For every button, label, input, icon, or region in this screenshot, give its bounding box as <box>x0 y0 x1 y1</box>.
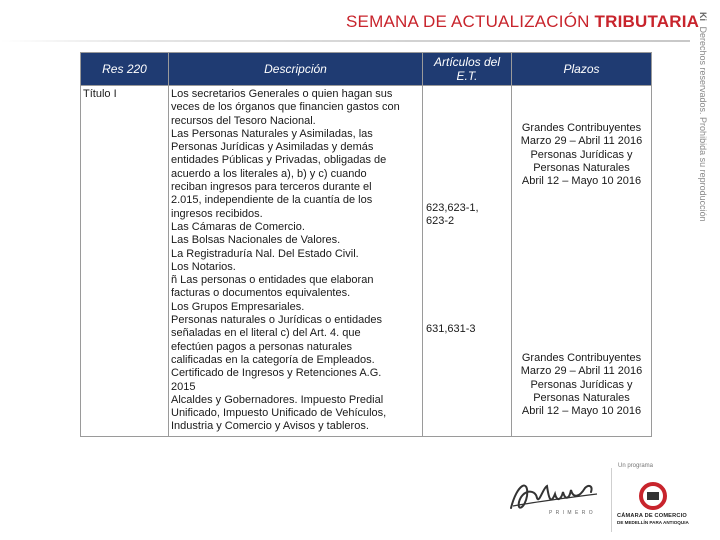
cell-plazos <box>512 86 652 437</box>
plazos-group-2 <box>512 352 651 418</box>
descripcion-line: Los secretarios Generales o quien hagan sus <box>171 88 393 100</box>
logo-divider <box>611 468 612 532</box>
rights-notice-mark: Ki <box>698 12 708 21</box>
afiliados-logo <box>505 474 605 525</box>
header-divider <box>0 40 690 42</box>
descripcion-line: Alcaldes y Gobernadores. Impuesto Predial <box>171 393 384 406</box>
descripcion-line: Las Cámaras de Comercio. <box>171 220 305 233</box>
chamber-name: CÁMARA DE COMERCIO <box>617 513 687 519</box>
descripcion-line: calificadas en la categoría de Empleados. <box>171 353 375 366</box>
articulos-line: 623,623-1, <box>426 202 479 214</box>
chamber-subtitle: DE MEDELLÍN PARA ANTIOQUIA <box>617 520 689 525</box>
page-title-bold: TRIBUTARIA <box>594 12 700 31</box>
sponsor-label: Un programa <box>618 463 654 469</box>
descripcion-line: 2.015, independiente de la cuantía de los <box>171 194 373 207</box>
descripcion-line: señaladas en el literal c) del Art. 4. que <box>171 327 361 340</box>
chamber-emblem-icon <box>618 472 688 512</box>
plazos-line: Personas Jurídicas y <box>530 378 633 391</box>
articulos-line: 631,631-3 <box>426 323 476 335</box>
plazos-line: Personas Jurídicas y <box>530 148 633 161</box>
cell-descripcion <box>169 86 423 437</box>
plazos-line: Marzo 29 – Abril 11 2016 <box>520 135 643 148</box>
descripcion-line: Las Personas Naturales y Asimiladas, las <box>171 127 373 140</box>
afiliados-signature-icon <box>505 474 605 520</box>
plazos-line: Personas Naturales <box>533 161 630 174</box>
descripcion-line: Certificado de Ingresos y Retenciones A.G. <box>171 367 382 380</box>
descripcion-line: 2015 <box>171 380 196 393</box>
plazos-group-1 <box>512 122 651 188</box>
table-row <box>81 86 652 437</box>
chamber-logo <box>618 472 688 517</box>
descripcion-line: recursos del Tesoro Nacional. <box>171 114 316 127</box>
plazos-line: Grandes Contribuyentes <box>521 352 642 364</box>
emblem-core <box>647 492 659 500</box>
descripcion-line: Industria y Comercio y Avisos y tableros. <box>171 420 369 433</box>
descripcion-line: ingresos recibidos. <box>171 207 263 220</box>
descripcion-line: Personas naturales o Jurídicas o entidades <box>171 314 382 327</box>
descripcion-line: ñ Las personas o entidades que elaboran <box>171 274 374 287</box>
plazos-line: Personas Naturales <box>533 391 630 404</box>
descripcion-line: veces de los órganos que financien gastos con <box>171 101 400 114</box>
signature-subtext: P R I M E R O <box>549 510 594 516</box>
table-header-row <box>81 53 652 86</box>
plazos-line: Abril 12 – Mayo 10 2016 <box>521 405 642 418</box>
plazos-line: Marzo 29 – Abril 11 2016 <box>520 365 643 378</box>
header-articulos: Artículos del E.T. <box>423 53 512 86</box>
plazos-line: Abril 12 – Mayo 10 2016 <box>521 175 642 188</box>
articulos-group-1 <box>426 202 508 229</box>
page-title <box>346 12 699 32</box>
descripcion-line: reciban ingresos para terceros durante el <box>171 181 372 194</box>
descripcion-line: Los Grupos Empresariales. <box>171 300 305 313</box>
page-title-regular: SEMANA DE ACTUALIZACIÓN <box>346 12 590 31</box>
cell-articulos <box>423 86 512 437</box>
descripcion-line: facturas o documentos equivalentes. <box>171 287 351 300</box>
plazos-line: Grandes Contribuyentes <box>521 122 642 134</box>
descripcion-line: acuerdo a los literales a), b) y c) cuando <box>171 167 367 180</box>
rights-notice <box>698 12 708 222</box>
cell-res: Título I <box>81 86 169 437</box>
articulos-line: 623-2 <box>426 215 455 228</box>
descripcion-line: Personas Jurídicas y Asimiladas y demás <box>171 141 374 154</box>
header-plazos: Plazos <box>512 53 652 86</box>
obligations-table <box>80 52 652 437</box>
articulos-group-2 <box>426 323 508 336</box>
header-descripcion: Descripción <box>169 53 423 86</box>
descripcion-line: efectúen pagos a personas naturales <box>171 340 353 353</box>
descripcion-lines <box>171 88 420 434</box>
descripcion-line: Los Notarios. <box>171 260 236 273</box>
header-res: Res 220 <box>81 53 169 86</box>
descripcion-line: entidades Públicas y Privadas, obligadas de <box>171 154 387 167</box>
descripcion-line: Las Bolsas Nacionales de Valores. <box>171 234 341 247</box>
rights-notice-text: Derechos reservados. Prohibida su reproducción <box>698 26 708 222</box>
descripcion-line: La Registraduría Nal. Del Estado Civil. <box>171 247 359 260</box>
descripcion-line: Unificado, Impuesto Unificado de Vehículos, <box>171 407 387 420</box>
